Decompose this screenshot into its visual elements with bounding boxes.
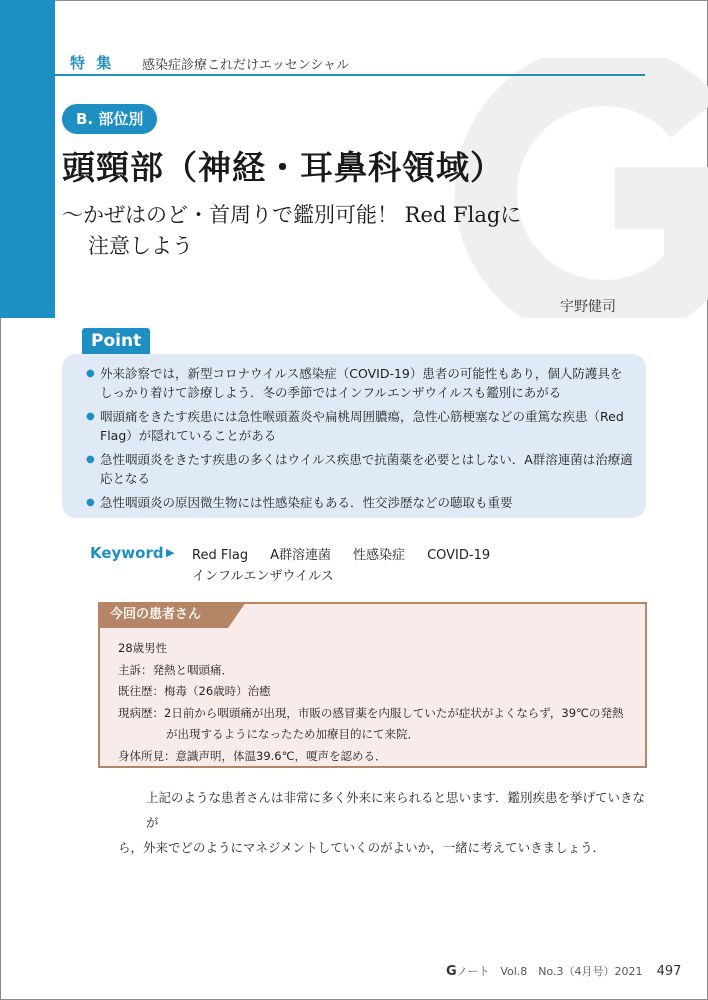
keyword-item: COVID-19 [427, 548, 491, 563]
case-present-illness: 現病歴：2日前から咽頭痛が出現，市販の感冒薬を内服していたが症状がよくならず，39℃の発熱 [118, 705, 624, 720]
journal-name: ノート [456, 965, 490, 978]
section-badge: B. 部位別 [62, 104, 157, 134]
series-title: 感染症診療これだけエッセンシャル [142, 58, 350, 73]
journal-mark: G [446, 964, 457, 979]
body-line-1: 上記のような患者さんは非常に多く外来に来られると思います．鑑別疾患を挙げていきなが [146, 790, 646, 830]
bullet-icon: ● [86, 497, 95, 508]
case-age-sex: 28歳男性 [118, 641, 168, 655]
series-label: 特 集 [70, 54, 115, 72]
keyword-list [192, 545, 632, 587]
case-tab-label: 今回の患者さん [98, 602, 228, 628]
case-exam: 身体所見：意識声明，体温39.6℃，嗄声を認める． [118, 748, 387, 763]
point-item [86, 450, 634, 488]
bullet-icon: ● [86, 368, 95, 379]
subtitle-line-2: 注意しよう [88, 234, 193, 258]
bullet-icon: ● [86, 411, 95, 422]
keyword-item: Red Flag [192, 548, 249, 563]
case-complaint: 主訴：発熱と咽頭痛． [118, 662, 233, 677]
keyword-item: A群溶連菌 [270, 548, 332, 563]
article-subtitle [62, 200, 632, 262]
point-item [86, 493, 634, 512]
header-color-block [0, 0, 55, 318]
case-details [118, 638, 638, 767]
body-line-2: ら，外来でどのようにマネジメントしていくのがよいか，一緒に考えていきましょう． [118, 840, 606, 855]
page-footer [446, 963, 681, 979]
page-number: 497 [656, 964, 682, 979]
point-item-text: 急性咽頭炎の原因微生物には性感染症もある．性交渉歴などの聴取も重要 [100, 495, 513, 510]
journal-volume: Vol.8 No.3（4月号）2021 [500, 965, 643, 978]
bullet-icon: ● [86, 454, 95, 465]
point-list [86, 364, 634, 517]
keyword-arrow-icon: ▶ [166, 546, 175, 559]
point-item-text: 咽頭痛をきたす疾患には急性喉頭蓋炎や扁桃周囲膿瘍，急性心筋梗塞などの重篤な疾患（Red Flag）が隠れていることがある [100, 409, 624, 443]
case-present-illness-cont: が出現するようになったため加療目的にて来院． [166, 727, 419, 741]
point-item [86, 407, 634, 445]
case-history: 既往歴：梅毒（26歳時）治癒 [118, 684, 271, 698]
keyword-label: Keyword [90, 544, 164, 562]
author-name: 宇野健司 [560, 299, 616, 315]
point-item-text: 外来診察では，新型コロナウイルス感染症（COVID-19）患者の可能性もあり，個人防護具をしっかり着けて診療しよう．冬の季節ではインフルエンザウイルスも鑑別にあがる [100, 366, 623, 400]
header-rule [55, 74, 645, 76]
keyword-item: 性感染症 [353, 548, 406, 563]
keyword-item: インフルエンザウイルス [192, 569, 334, 584]
point-label: Point [82, 328, 150, 354]
case-tab-tip [228, 602, 246, 628]
point-item [86, 364, 634, 402]
article-title: 頭頸部（神経・耳鼻科領域） [62, 148, 504, 187]
body-paragraph [118, 785, 650, 860]
subtitle-line-1: ～かぜはのど・首周りで鑑別可能！ Red Flagに [62, 203, 522, 227]
point-item-text: 急性咽頭炎をきたす疾患の多くはウイルス疾患で抗菌薬を必要とはしない．A群溶連菌は治療適応となる [100, 452, 633, 486]
